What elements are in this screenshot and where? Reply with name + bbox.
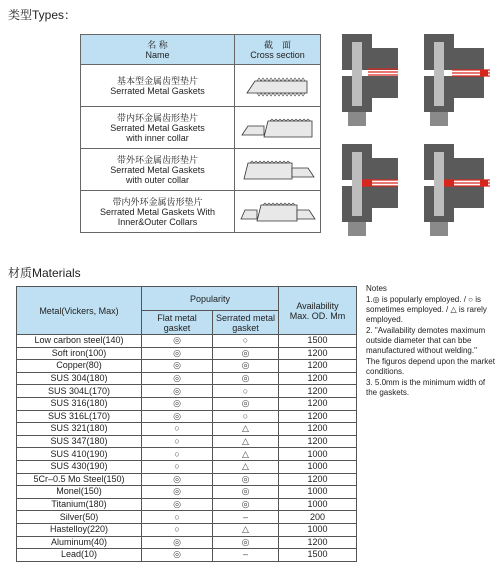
flat-gasket-rating: ◎ — [142, 372, 213, 385]
note-line: 2. "Availability demotes maximum outside diameter that can bbe manufactured without welding." — [366, 326, 486, 355]
serrated-gasket-rating: △ — [213, 460, 279, 473]
type-name-en: Serrated Metal Gaskets — [110, 85, 205, 96]
serrated-gasket-rating: ◎ — [213, 498, 279, 511]
material-row — [17, 536, 357, 549]
header-availability-2: Max. OD. Mm — [289, 310, 346, 321]
material-row — [17, 549, 357, 562]
serrated-outer-collar-icon — [240, 157, 316, 183]
flat-gasket-rating: ◎ — [142, 549, 213, 562]
flat-gasket-rating: ◎ — [142, 486, 213, 499]
header-name — [81, 35, 235, 65]
serrated-basic-icon — [243, 73, 313, 99]
flat-gasket-rating: ○ — [142, 435, 213, 448]
flat-gasket-rating: ○ — [142, 460, 213, 473]
header-cs-cn: 截 面 — [263, 39, 291, 50]
flat-gasket-rating: ◎ — [142, 360, 213, 373]
materials-header-row — [17, 287, 357, 311]
header-name-cn: 名 称 — [147, 39, 168, 50]
material-row — [17, 335, 357, 348]
type-name-en: Serrated Metal Gaskets With — [99, 206, 216, 217]
type-name-en2: with outer collar — [125, 174, 190, 185]
flat-gasket-rating: ◎ — [142, 498, 213, 511]
serrated-gasket-rating: ◎ — [213, 397, 279, 410]
availability-value: 1200 — [279, 385, 357, 398]
availability-value: 1000 — [279, 460, 357, 473]
materials-table — [16, 286, 357, 562]
material-name: Aluminum(40) — [17, 536, 142, 549]
flat-gasket-rating: ○ — [142, 448, 213, 461]
type-name — [81, 65, 235, 107]
availability-value: 1200 — [279, 347, 357, 360]
material-name: Copper(80) — [17, 360, 142, 373]
serrated-inner-collar-icon — [240, 115, 316, 141]
type-name-cn: 带外环金属齿形垫片 — [116, 154, 198, 165]
availability-value: 1000 — [279, 523, 357, 536]
flange-drawing-inner-outer — [418, 140, 494, 242]
note-line: The figuros depend upon the market conditions. — [366, 357, 495, 376]
header-serr-1: Serrated metal — [215, 312, 276, 323]
material-name: SUS 430(190) — [17, 460, 142, 473]
serrated-gasket-rating: △ — [213, 448, 279, 461]
serrated-gasket-rating: ○ — [213, 335, 279, 348]
availability-value: 1000 — [279, 498, 357, 511]
type-row — [81, 149, 321, 191]
material-name: SUS 316L(170) — [17, 410, 142, 423]
availability-value: 1200 — [279, 423, 357, 436]
availability-value: 1500 — [279, 335, 357, 348]
material-name: SUS 321(180) — [17, 423, 142, 436]
flat-gasket-rating: ◎ — [142, 473, 213, 486]
material-row — [17, 385, 357, 398]
material-row — [17, 498, 357, 511]
material-row — [17, 523, 357, 536]
types-section-title: 类型Types： — [8, 8, 77, 22]
serrated-gasket-rating: ○ — [213, 410, 279, 423]
header-availability — [279, 287, 357, 335]
header-serrated-gasket — [213, 311, 279, 335]
availability-value: 1200 — [279, 360, 357, 373]
materials-section-title: 材质Materials — [8, 266, 81, 280]
type-name — [81, 191, 235, 233]
flat-gasket-rating: ○ — [142, 523, 213, 536]
flat-gasket-rating: ○ — [142, 423, 213, 436]
serrated-inner-outer-collar-icon — [239, 199, 317, 225]
type-name-en2: with inner collar — [126, 132, 189, 143]
cross-section-inner-outer — [235, 191, 321, 233]
material-row — [17, 347, 357, 360]
flat-gasket-rating: ◎ — [142, 335, 213, 348]
flat-gasket-rating: ◎ — [142, 385, 213, 398]
material-name: Silver(50) — [17, 511, 142, 524]
material-name: SUS 304L(170) — [17, 385, 142, 398]
serrated-gasket-rating: – — [213, 549, 279, 562]
flat-gasket-rating: ○ — [142, 511, 213, 524]
material-row — [17, 372, 357, 385]
serrated-gasket-rating: ◎ — [213, 360, 279, 373]
availability-value: 1200 — [279, 435, 357, 448]
type-row — [81, 65, 321, 107]
header-metal: Metal(Vickers, Max) — [17, 287, 142, 335]
availability-value: 200 — [279, 511, 357, 524]
header-flat-1: Flat metal — [157, 312, 197, 323]
notes-block — [366, 284, 496, 399]
material-name: Monel(150) — [17, 486, 142, 499]
material-name: SUS 410(190) — [17, 448, 142, 461]
availability-value: 1200 — [279, 372, 357, 385]
header-availability-1: Availability — [296, 300, 339, 311]
serrated-gasket-rating: – — [213, 511, 279, 524]
header-serr-2: gasket — [232, 322, 259, 333]
cross-section-outer — [235, 149, 321, 191]
header-flat-2: gasket — [163, 322, 191, 333]
type-name — [81, 149, 235, 191]
material-row — [17, 511, 357, 524]
material-name: 5Cr–0.5 Mo Steel(150) — [17, 473, 142, 486]
availability-value: 1200 — [279, 397, 357, 410]
material-name: Hastelloy(220) — [17, 523, 142, 536]
serrated-gasket-rating: ◎ — [213, 372, 279, 385]
serrated-gasket-rating: ◎ — [213, 347, 279, 360]
material-name: SUS 347(180) — [17, 435, 142, 448]
material-name: Soft iron(100) — [17, 347, 142, 360]
material-row — [17, 410, 357, 423]
flat-gasket-rating: ◎ — [142, 397, 213, 410]
header-cs-en: Cross section — [250, 49, 305, 60]
flange-drawing-basic — [332, 30, 404, 132]
materials-table-body — [17, 335, 357, 562]
material-name: Titanium(180) — [17, 498, 142, 511]
material-name: SUS 304(180) — [17, 372, 142, 385]
type-name-en2: Inner&Outer Collars — [117, 216, 198, 227]
material-row — [17, 360, 357, 373]
material-row — [17, 423, 357, 436]
type-name-cn: 基本型金属齿型垫片 — [116, 75, 198, 86]
header-name-en: Name — [145, 49, 170, 60]
material-row — [17, 435, 357, 448]
availability-value: 1000 — [279, 448, 357, 461]
header-flat-gasket — [142, 311, 213, 335]
flange-drawing-outer — [332, 140, 404, 242]
header-popularity: Popularity — [142, 287, 279, 311]
cross-section-inner — [235, 107, 321, 149]
types-header-row — [81, 35, 321, 65]
serrated-gasket-rating: ○ — [213, 385, 279, 398]
serrated-gasket-rating: △ — [213, 435, 279, 448]
material-row — [17, 486, 357, 499]
material-name: SUS 316(180) — [17, 397, 142, 410]
flat-gasket-rating: ◎ — [142, 536, 213, 549]
note-line: 3. 5.0mm is the minimum width of the gaskets. — [366, 378, 486, 397]
material-row — [17, 473, 357, 486]
type-row — [81, 107, 321, 149]
gasket-types-table — [80, 34, 321, 233]
serrated-gasket-rating: ◎ — [213, 536, 279, 549]
type-name-cn: 带内环金属齿形垫片 — [116, 112, 198, 123]
header-cross-section — [235, 35, 321, 65]
availability-value: 1200 — [279, 410, 357, 423]
cross-section-basic — [235, 65, 321, 107]
serrated-gasket-rating: △ — [213, 423, 279, 436]
serrated-gasket-rating: ◎ — [213, 486, 279, 499]
type-row — [81, 191, 321, 233]
flat-gasket-rating: ◎ — [142, 347, 213, 360]
serrated-gasket-rating: ◎ — [213, 473, 279, 486]
availability-value: 1200 — [279, 473, 357, 486]
material-name: Lead(10) — [17, 549, 142, 562]
type-name-en: Serrated Metal Gaskets — [110, 164, 205, 175]
availability-value: 1200 — [279, 536, 357, 549]
material-row — [17, 448, 357, 461]
type-name — [81, 107, 235, 149]
material-row — [17, 460, 357, 473]
type-name-en: Serrated Metal Gaskets — [110, 122, 205, 133]
serrated-gasket-rating: △ — [213, 523, 279, 536]
availability-value: 1500 — [279, 549, 357, 562]
notes-title: Notes — [366, 284, 387, 293]
type-name-cn: 带内外环金属齿形垫片 — [112, 196, 203, 207]
note-line: 1.◎ is popularly employed. / ○ is sometimes employed. / △ is rarely employed. — [366, 295, 487, 324]
material-name: Low carbon steel(140) — [17, 335, 142, 348]
flat-gasket-rating: ◎ — [142, 410, 213, 423]
flange-drawing-inner — [418, 30, 494, 132]
material-row — [17, 397, 357, 410]
availability-value: 1000 — [279, 486, 357, 499]
